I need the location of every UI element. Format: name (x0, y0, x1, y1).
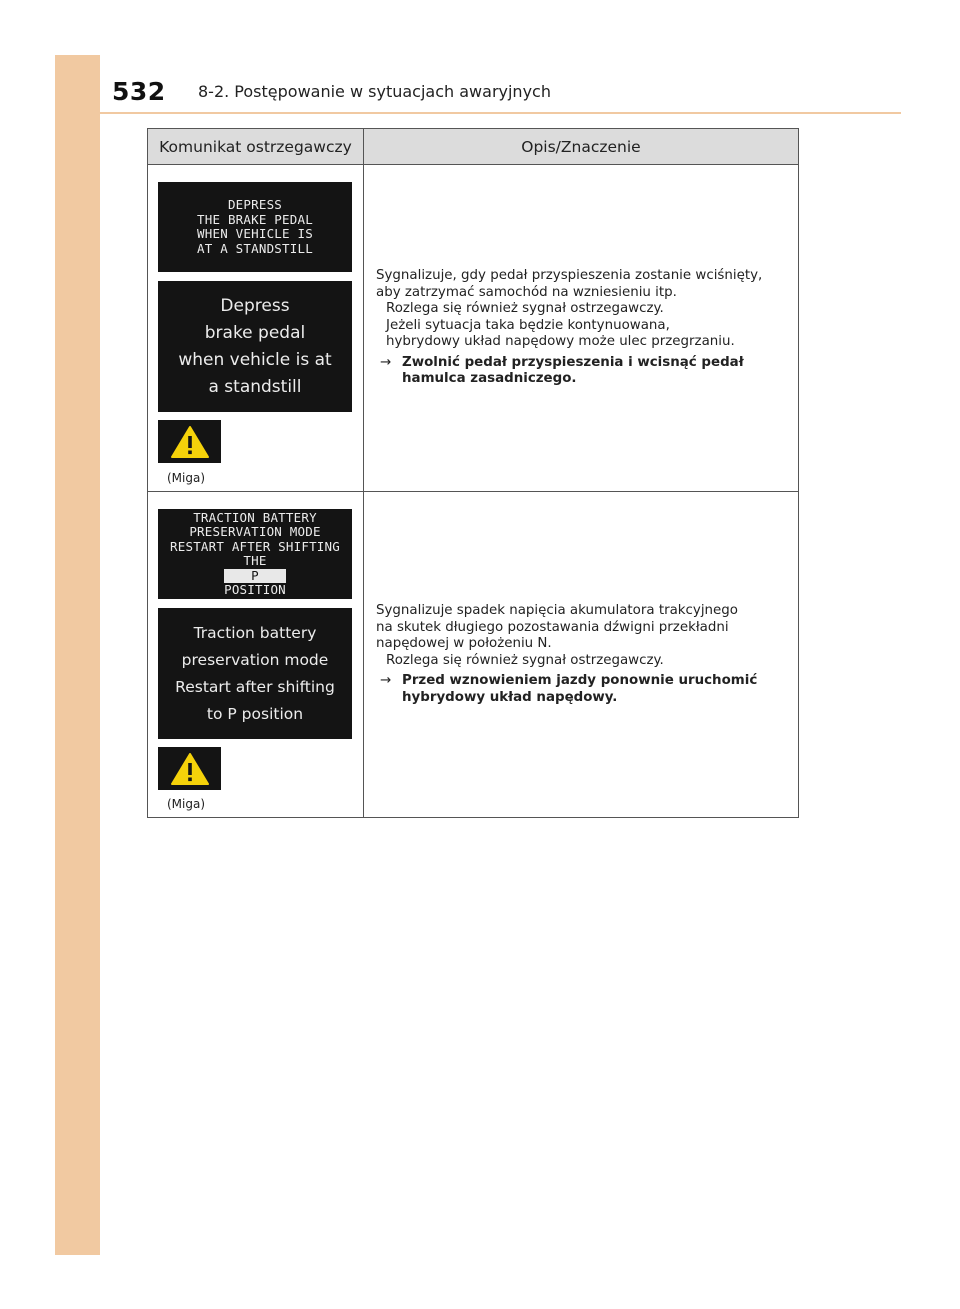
screen-line: WHEN VEHICLE IS (197, 226, 313, 241)
description-line: Sygnalizuje spadek napięcia akumulatora trakcyjnego (376, 603, 738, 618)
action-instruction (376, 673, 786, 706)
column-header-message: Komunikat ostrzegawczy (148, 129, 364, 165)
side-color-band (55, 55, 100, 1255)
description-line: Rozlega się również sygnał ostrzegawczy. (386, 301, 664, 317)
header-rule (100, 112, 901, 114)
screen-line: DEPRESS (227, 197, 283, 212)
column-header-description: Opis/Znaczenie (364, 129, 799, 165)
description-line: napędowej w położeniu N. (376, 636, 552, 651)
screen-line: AT A STANDSTILL (197, 240, 313, 256)
screen-line: TRACTION BATTERY (193, 509, 317, 525)
p-position-badge: P (224, 569, 286, 584)
action-instruction (376, 355, 786, 388)
description-line: aby zatrzymać samochód na wzniesieniu itp. (376, 284, 677, 300)
display-screen-text-caps (158, 182, 352, 272)
message-cell (148, 165, 364, 492)
display-screen-text-caps (158, 509, 352, 599)
screen-line: brake pedal (204, 322, 306, 343)
description-line: Sygnalizuje, gdy pedał przyspieszenia zostanie wciśnięty, (376, 268, 763, 284)
description-line: hybrydowy układ napędowy może ulec przegrzaniu. (386, 334, 735, 350)
screen-line: when vehicle is at (178, 349, 332, 370)
action-line: Przed wznowieniem jazdy ponownie uruchomić (402, 673, 758, 688)
arrow-right-icon: → (380, 673, 392, 688)
table-row (148, 492, 799, 818)
warning-triangle-icon (158, 420, 221, 463)
action-line: Zwolnić pedał przyspieszenia i wcisnąć pedał (402, 354, 744, 370)
description-line: Rozlega się również sygnał ostrzegawczy. (386, 652, 664, 668)
screen-line: to P position (206, 704, 304, 723)
screen-line: THE BRAKE PEDAL (197, 211, 313, 227)
section-title: 8-2. Postępowanie w sytuacjach awaryjnych (198, 82, 551, 101)
screen-line: a standstill (208, 376, 302, 397)
screen-line: preservation mode (181, 650, 329, 669)
indicator-note: (Miga) (167, 797, 206, 811)
description-line: Jeżeli sytuacja taka będzie kontynuowana, (386, 317, 670, 333)
action-line: hybrydowy układ napędowy. (402, 689, 618, 705)
page-number: 532 (112, 77, 166, 106)
warning-triangle-icon (158, 747, 221, 790)
action-line: hamulca zasadniczego. (402, 371, 577, 387)
screen-line: Depress (220, 295, 290, 316)
display-screen-text-mixed (158, 281, 352, 412)
description-cell (364, 492, 799, 818)
screen-line: RESTART AFTER SHIFTING (170, 538, 340, 554)
description-line: na skutek długiego pozostawania dźwigni przekładni (376, 619, 729, 635)
indicator-note: (Miga) (167, 471, 206, 485)
warning-messages-table (147, 128, 799, 818)
table-header-row (148, 129, 799, 165)
screen-line: PRESERVATION MODE (189, 524, 321, 539)
description-cell (364, 165, 799, 492)
screen-line: Restart after shifting (175, 677, 335, 696)
table-row (148, 165, 799, 492)
arrow-right-icon: → (380, 354, 392, 370)
screen-line-with-p: THE P POSITION (224, 553, 286, 597)
message-cell (148, 492, 364, 818)
page-header (100, 55, 901, 113)
screen-line: Traction battery (193, 623, 317, 642)
display-screen-text-mixed (158, 608, 352, 739)
